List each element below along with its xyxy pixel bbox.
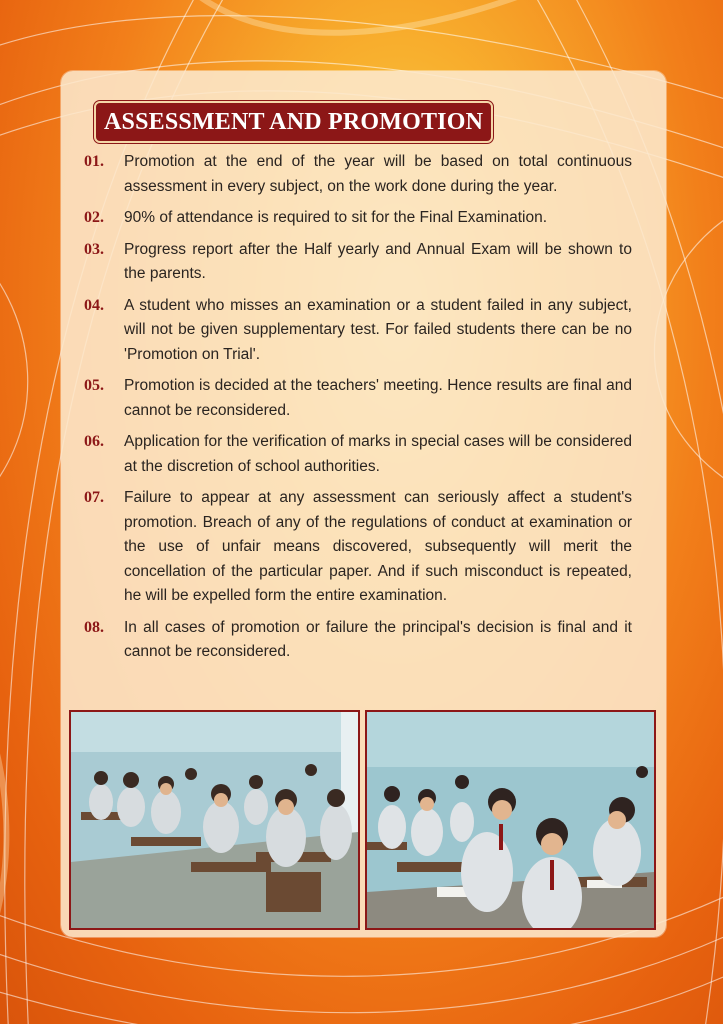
rule-text: Promotion at the end of the year will be based on total continuous assessment in every subject, on the work done during the year. (124, 153, 632, 195)
rule-item (84, 206, 632, 231)
rule-number: 08. (84, 618, 104, 636)
rule-number: 04. (84, 296, 104, 314)
rule-number: 07. (84, 489, 104, 506)
rule-number: 02. (84, 209, 104, 226)
rule-text: Promotion is decided at the teachers' meeting. Hence results are final and cannot be reconsidered. (124, 377, 632, 419)
rule-item (84, 374, 632, 423)
rule-item (84, 486, 632, 609)
rule-text: In all cases of promotion or failure the principal's decision is final and it cannot be reconsidered. (124, 618, 632, 660)
exam-hall-photo-left (69, 710, 360, 930)
rule-item (84, 238, 632, 287)
rule-text: A student who misses an examination or a student failed in any subject, will not be given supplementary test. For failed students there can be no 'Promotion on Trial'. (124, 296, 632, 363)
rule-text: Progress report after the Half yearly and Annual Exam will be shown to the parents. (124, 240, 632, 282)
rule-number: 05. (84, 377, 104, 394)
page-title: ASSESSMENT AND PROMOTION (104, 108, 484, 135)
rule-item (84, 150, 632, 199)
rule-number: 01. (84, 153, 104, 170)
rule-number: 03. (84, 240, 104, 258)
rule-item (84, 294, 632, 368)
rule-text: 90% of attendance is required to sit for the Final Examination. (124, 209, 548, 226)
rule-text: Application for the verification of marks in special cases will be considered at the discretion of school authorities. (124, 433, 632, 475)
title-banner (94, 101, 493, 143)
exam-hall-photo-right (365, 710, 656, 930)
rule-item (84, 616, 632, 665)
rule-item (84, 430, 632, 479)
rule-number: 06. (84, 433, 104, 450)
rule-text: Failure to appear at any assessment can seriously affect a student's promotion. Breach of any of the regulations of conduct at examination or the use of unfair means discovered, subsequently will merit the concellation of the particular paper. And if such misconduct is repeated, he will be expelled form the entire examination. (124, 489, 632, 604)
rules-list (84, 150, 632, 672)
